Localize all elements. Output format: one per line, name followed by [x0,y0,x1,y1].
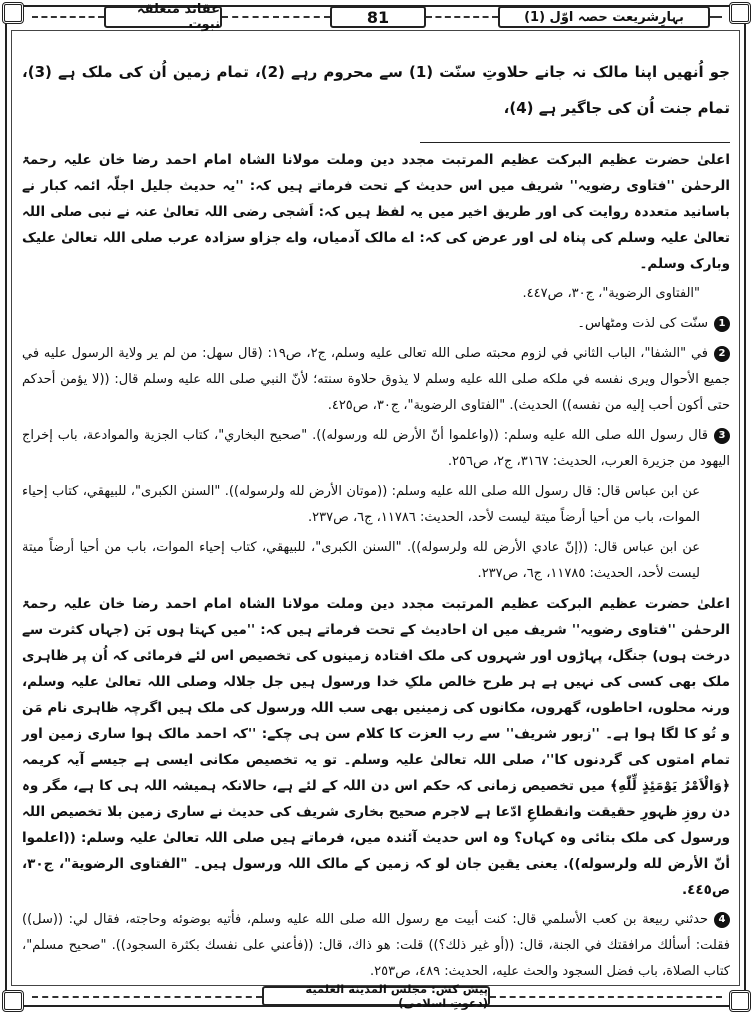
book-title: بہارِشریعت حصہ اوّل (1) [498,6,710,28]
footnote-text: اعلیٰ حضرت عظیم البرکت عظیم المرتبت مجدد دین وملت مولانا الشاہ امام احمد رضا خان علیہ رحمۃ الرحمٰن ''فتاوی رضویہ'' شریف میں اس حدیث کے تحت فرماتے ہیں کہ: ''یہ حدیث جلیل اجلّہ ائمہ کبار نے باسانید متعددہ روایت کی اور طریق اخیر میں یہ لفظ ہیں کہ: اَشجی رضی اللہ تعالیٰ عنہ نے نبی صلی اللہ تعالیٰ علیہ وسلم کی پناہ لی اور عرض کی کہ: اے مالک آدمیاں، واے جزاو سزادہ عرب صلی اللہ تعالیٰ علیک وبارک وسلم۔ [22,152,730,272]
footnote [22,591,730,903]
footnote-separator [420,142,730,143]
footnote-number: 4 [714,912,730,928]
page-number: 81 [330,6,426,28]
footnote-text: عن ابن عباس قال: ((إنّ عادي الأرض لله ولرسوله)). "السنن الكبرى"، للبيهقي، كتاب إحياء الموات، باب من أحيا أرضاً ميتة ليست لأحد، الحديث: ١١٧٨٥، ج٦، ص٢٣٧. [22,540,700,581]
footnote-number: 3 [714,428,730,444]
header-divider [426,16,498,18]
footnote-number: 1 [714,316,730,332]
page-content [22,40,730,985]
footer-divider [490,996,722,998]
footnote-text: حدثني ربيعة بن كعب الأسلمي قال: كنت أبيت مع رسول الله صلى الله عليه وسلم، فأتيه بوضوئه وحاجته، فقال لي: ((سل)) فقلت: أسألك مرافقتك في الجنة، قال: ((أو غير ذلك؟)) قلت: هو ذاك، قال: ((فأعني على نفسك بكثرة السجود)). "صحيح مسلم"، كتاب الصلاة، باب فضل السجود والحث عليه، الحديث: ٤٨٩، ص٢٥٣. [22,912,730,979]
publisher-credit: پیش کش: مجلس المدينة العلمية (دعوتِ اسلامی) [262,986,490,1006]
footnote-number: 2 [714,346,730,362]
footnote-text: سنّت کی لذت ومٹھاس۔ [577,316,708,331]
footnote [22,479,730,531]
header-divider [32,16,104,18]
header-divider [222,16,330,18]
main-text: جو اُنھیں اپنا مالک نہ جانے حلاوتِ سنّت (1) سے محروم رہے (2)، تمام زمین اُن کی ملک ہے (3)، تمام جنت اُن کی جاگیر ہے (4)، [22,63,730,117]
page-footer [12,982,741,1010]
footnote [22,281,730,307]
header-divider [710,16,722,18]
chapter-title: عقائد متعلقہ نبوت [104,6,222,28]
footnote-text: في "الشفا"، الباب الثاني في لزوم محبته صلى الله تعالى عليه وسلم، ج٢، ص١٩: (قال سهل: من لم ير ولاية الرسول عليه في جميع الأحوال ويرى نفسه في ملكه صلى الله عليه وسلم لا يذوق حلاوة سنته؛ لأنّ النبي صلى الله عليه وسلم قال: ((لا يؤمن أحدكم حتى أكون أحب إليه من نفسه)) الحديث). "الفتاوى الرضوية"، ج٣٠، ص٤٢٥. [22,346,730,413]
footnote [22,423,730,475]
footnote [22,907,730,985]
page-header [12,4,741,30]
footnote-text: قال رسول الله صلى الله عليه وسلم: ((واعلموا أنّ الأرض لله ورسوله)). "صحيح البخاري"، كتاب الجزية والموادعة، باب إخراج اليهود من جزيرة العرب، الحديث: ٣١٦٧، ج٢، ص٢٥٦. [22,428,730,469]
footnote [22,311,730,337]
footnote [22,341,730,419]
footer-divider [32,996,262,998]
footnote-text: اعلیٰ حضرت عظیم البرکت عظیم المرتبت مجدد دین وملت مولانا الشاہ امام احمد رضا خان علیہ رحمۃ الرحمٰن ''فتاوی رضویہ'' شریف میں ان احادیث کے تحت فرماتے ہیں کہ: ''میں کہتا ہوں بَن (جہاں کثرت سے درخت ہوں) جنگل، پہاڑوں اور شہروں کی ملک افتادہ زمینوں کی تخصیص اس لئے فرمائی کہ اُن پر ظاہری ملک بھی کسی کی نہیں ہے ہر طرح خالص ملکِ خدا ورسول ہیں جل جلالہ وصلی اللہ تعالیٰ علیہ وسلم، ورنہ محلوں، احاطوں، گھروں، مکانوں کی زمینیں بھی سب اللہ ورسول کی ملک ہیں اگرچہ ظاہری نام مَن و تُو کا لگا ہوا ہے۔ ''زبور شریف'' سے رب العزت کا کلام سن ہی چکے: ''کہ احمد مالک ہوا ساری زمین اور تمام امتوں کی گردنوں کا''، صلی اللہ تعالیٰ علیہ وسلم۔ تو یہ تخصیص مکانی ایسی ہے جیسے آیہ کریمہ ﴿وَالْاَمْرُ یَوْمَئِذٍ لِّلّٰهِ﴾ میں تخصیص زمانی کہ حکم اس دن اللہ کے لئے ہے، حالانکہ ہمیشہ اللہ ہی کا ہے، مگر وہ دن روزِ ظہورِ حقیقت وانقطاعِ ادّعا ہے لاجرم صحیح بخاری شریف کی حدیث نے ساری زمین بلا تخصیص اللہ ورسول کی ملک بتائی وہ کہاں؟ وہ اس حدیث آئندہ میں، فرماتے ہیں صلی اللہ تعالیٰ علیہ وسلم: ((اعلموا أنّ الأرض لله ولرسوله)). یعنی یقین جان لو کہ زمین کے مالک اللہ ورسول ہیں۔ "الفتاوى الرضوية"، ج٣٠، ص٤٤٥. [22,596,730,898]
footnote [22,147,730,277]
footnote-text: عن ابن عباس قال: قال رسول الله صلى الله عليه وسلم: ((موتان الأرض لله ولرسوله)). "السنن الكبرى"، للبيهقي، كتاب إحياء الموات، باب من أحيا أرضاً ميتة ليست لأحد، الحديث: ١١٧٨٦، ج٦، ص٢٣٧. [22,484,700,525]
footnotes [22,147,730,985]
footnote [22,535,730,587]
footnote-text: "الفتاوى الرضوية"، ج٣٠، ص٤٤٧. [522,286,700,301]
